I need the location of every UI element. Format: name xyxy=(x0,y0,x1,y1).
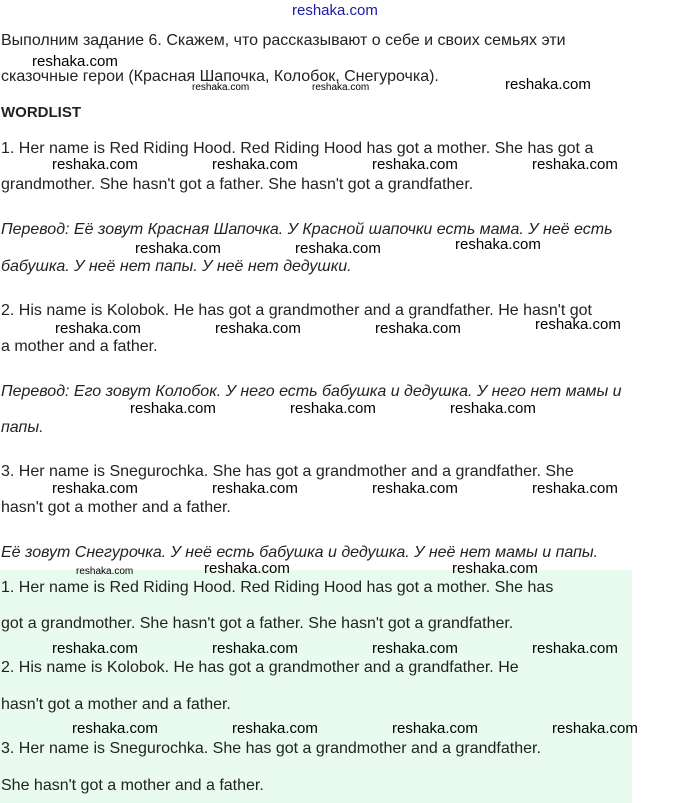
watermark: reshaka.com xyxy=(192,82,250,93)
watermark: reshaka.com xyxy=(52,480,138,497)
watermark: reshaka.com xyxy=(215,320,301,337)
watermark: reshaka.com xyxy=(452,560,538,577)
translation-1-line-1: Перевод: Её зовут Красная Шапочка. У Красной шапочки есть мама. У неё есть xyxy=(1,221,613,238)
paragraph-1-line-1: 1. Her name is Red Riding Hood. Red Riding Hood has got a mother. She has got a xyxy=(1,140,594,157)
watermark: reshaka.com xyxy=(295,240,381,257)
watermark: reshaka.com xyxy=(532,480,618,497)
watermark: reshaka.com xyxy=(450,400,536,417)
intro-line-2: сказочные герои (Красная Шапочка, Колобок, Снегурочка). xyxy=(1,68,439,85)
watermark: reshaka.com xyxy=(375,320,461,337)
watermark: reshaka.com xyxy=(552,720,638,737)
watermark-top: reshaka.com xyxy=(292,2,378,19)
watermark: reshaka.com xyxy=(372,480,458,497)
watermark: reshaka.com xyxy=(212,480,298,497)
watermark: reshaka.com xyxy=(76,566,134,577)
paragraph-3-line-2: hasn't got a mother and a father. xyxy=(1,499,231,516)
watermark: reshaka.com xyxy=(372,640,458,657)
answer-3-line-1: 3. Her name is Snegurochka. She has got a grandmother and a grandfather. xyxy=(1,740,541,757)
watermark: reshaka.com xyxy=(392,720,478,737)
watermark: reshaka.com xyxy=(212,156,298,173)
watermark: reshaka.com xyxy=(505,76,591,93)
watermark: reshaka.com xyxy=(532,156,618,173)
watermark: reshaka.com xyxy=(55,320,141,337)
watermark: reshaka.com xyxy=(130,400,216,417)
watermark: reshaka.com xyxy=(204,560,290,577)
watermark: reshaka.com xyxy=(312,82,370,93)
watermark: reshaka.com xyxy=(52,640,138,657)
answer-2-line-2: hasn't got a mother and a father. xyxy=(1,696,231,713)
answer-highlight-box xyxy=(0,570,632,803)
watermark: reshaka.com xyxy=(135,240,221,257)
watermark: reshaka.com xyxy=(532,640,618,657)
intro-line-1: Выполним задание 6. Скажем, что рассказывают о себе и своих семьях эти xyxy=(1,32,566,49)
paragraph-2-line-2: a mother and a father. xyxy=(1,338,158,355)
paragraph-2-line-1: 2. His name is Kolobok. He has got a grandmother and a grandfather. He hasn't got xyxy=(1,302,592,319)
answer-3-line-2: She hasn't got a mother and a father. xyxy=(1,777,264,794)
translation-2-line-2: папы. xyxy=(1,419,44,436)
translation-2-line-1: Перевод: Его зовут Колобок. У него есть бабушка и дедушка. У него нет мамы и xyxy=(1,383,622,400)
watermark: reshaka.com xyxy=(72,720,158,737)
answer-1-line-1: 1. Her name is Red Riding Hood. Red Riding Hood has got a mother. She has xyxy=(1,579,554,596)
paragraph-3-line-1: 3. Her name is Snegurochka. She has got a grandmother and a grandfather. She xyxy=(1,463,574,480)
answer-2-line-1: 2. His name is Kolobok. He has got a grandmother and a grandfather. He xyxy=(1,659,519,676)
watermark: reshaka.com xyxy=(372,156,458,173)
wordlist-heading: WORDLIST xyxy=(1,104,81,121)
answer-1-line-2: got a grandmother. She hasn't got a father. She hasn't got a grandfather. xyxy=(1,615,514,632)
watermark: reshaka.com xyxy=(212,640,298,657)
watermark: reshaka.com xyxy=(455,236,541,253)
watermark: reshaka.com xyxy=(32,53,118,70)
translation-1-line-2: бабушка. У неё нет папы. У неё нет дедушки. xyxy=(1,258,352,275)
paragraph-1-line-2: grandmother. She hasn't got a father. She hasn't got a grandfather. xyxy=(1,176,474,193)
watermark: reshaka.com xyxy=(290,400,376,417)
watermark: reshaka.com xyxy=(52,156,138,173)
translation-3-line-1: Её зовут Снегурочка. У неё есть бабушка и дедушка. У неё нет мамы и папы. xyxy=(1,544,599,561)
watermark: reshaka.com xyxy=(535,316,621,333)
watermark: reshaka.com xyxy=(232,720,318,737)
